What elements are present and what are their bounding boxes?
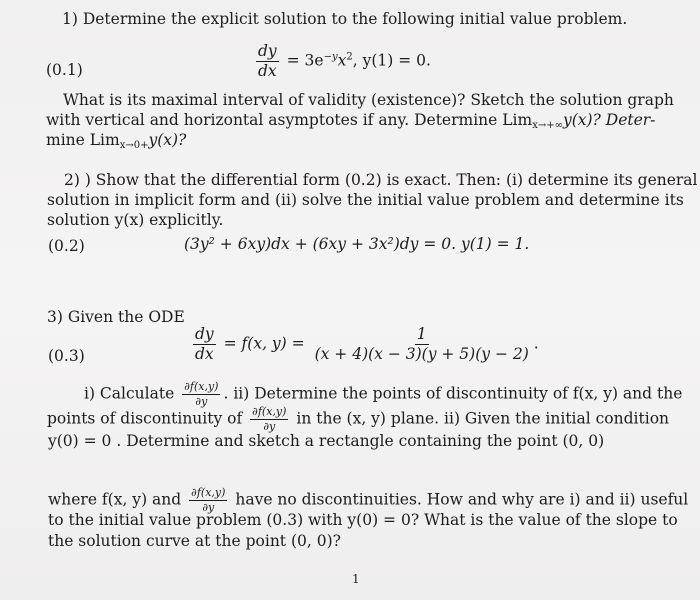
problem-3-heading: 3) Given the ODE xyxy=(47,308,185,326)
equation-label-0-1: (0.1) xyxy=(46,61,83,79)
equation-0-3: $\frac{dy}{dx}$ = f(x, y) = $\frac{1}{(x + 4)(x - 3)(y + 5)(y - 2)}$ . xyxy=(195,325,539,363)
problem-1-line-2: with vertical and horizontal asymptotes if any. Determine Lim$_{x\to+\infty}$y(x)? Deter- xyxy=(46,111,656,131)
equation-label-0-3: (0.3) xyxy=(48,347,85,365)
equation-rhs: = 3e xyxy=(286,51,324,70)
page-number: 1 xyxy=(352,572,360,586)
problem-1-line-1: What is its maximal interval of validity (existence)? Sketch the solution graph xyxy=(63,91,674,109)
equation-0-2: (3y² + 6xy)dx + (6xy + 3x²)dy = 0. y(1) = 1. xyxy=(184,235,530,253)
problem-3-line-5: to the initial value problem (0.3) with y(0) = 0? What is the value of the slope to xyxy=(48,511,678,529)
equation-0-1: $\frac{dy}{dx}$ = $3e^{-y}x^2$, y(1) = 0. xyxy=(258,42,431,80)
problem-3-line-3: y(0) = 0 . Determine and sketch a rectangle containing the point (0, 0) xyxy=(48,432,605,450)
problem-3-line-4: where f(x, y) and $\frac{\partial f(x,y)}{\partial y}$ have no discontinuities. How and why are i) and ii) useful xyxy=(48,486,689,514)
partial-derivative: $\frac{\partial f(x,y)}{\partial y}$ xyxy=(184,380,219,408)
equation-label-0-2: (0.2) xyxy=(48,237,85,255)
problem-3-line-1: i) Calculate $\frac{\partial f(x,y)}{\partial y}$ . ii) Determine the points of discontinuity of f(x, y) and the xyxy=(84,380,683,408)
equation-mid: = f(x, y) = xyxy=(223,334,305,353)
problem-3-line-6: the solution curve at the point (0, 0)? xyxy=(48,532,341,550)
problem-2-line-1: 2) ) Show that the differential form (0.2) is exact. Then: (i) determine its general xyxy=(64,171,698,189)
derivative-fraction: $\frac{dy}{dx}$ xyxy=(195,325,214,363)
rhs-fraction: $\frac{1}{(x + 4)(x - 3)(y + 5)(y - 2)}$ xyxy=(314,325,529,363)
derivative-fraction: $\frac{dy}{dx}$ xyxy=(258,42,277,80)
problem-2-line-2: solution in implicit form and (ii) solve the initial value problem and determine its xyxy=(47,191,684,209)
partial-derivative: $\frac{\partial f(x,y)}{\partial y}$ xyxy=(191,486,226,514)
problem-3-line-2: points of discontinuity of $\frac{\partial f(x,y)}{\partial y}$ in the (x, y) plane. ii) Given the initial condition xyxy=(47,405,670,433)
problem-1-heading: 1) Determine the explicit solution to the following initial value problem. xyxy=(62,10,628,28)
partial-derivative: $\frac{\partial f(x,y)}{\partial y}$ xyxy=(252,405,287,433)
problem-2-line-3: solution y(x) explicitly. xyxy=(47,211,224,229)
problem-1-line-3: mine Lim$_{x\to 0+}$y(x)? xyxy=(46,131,187,151)
